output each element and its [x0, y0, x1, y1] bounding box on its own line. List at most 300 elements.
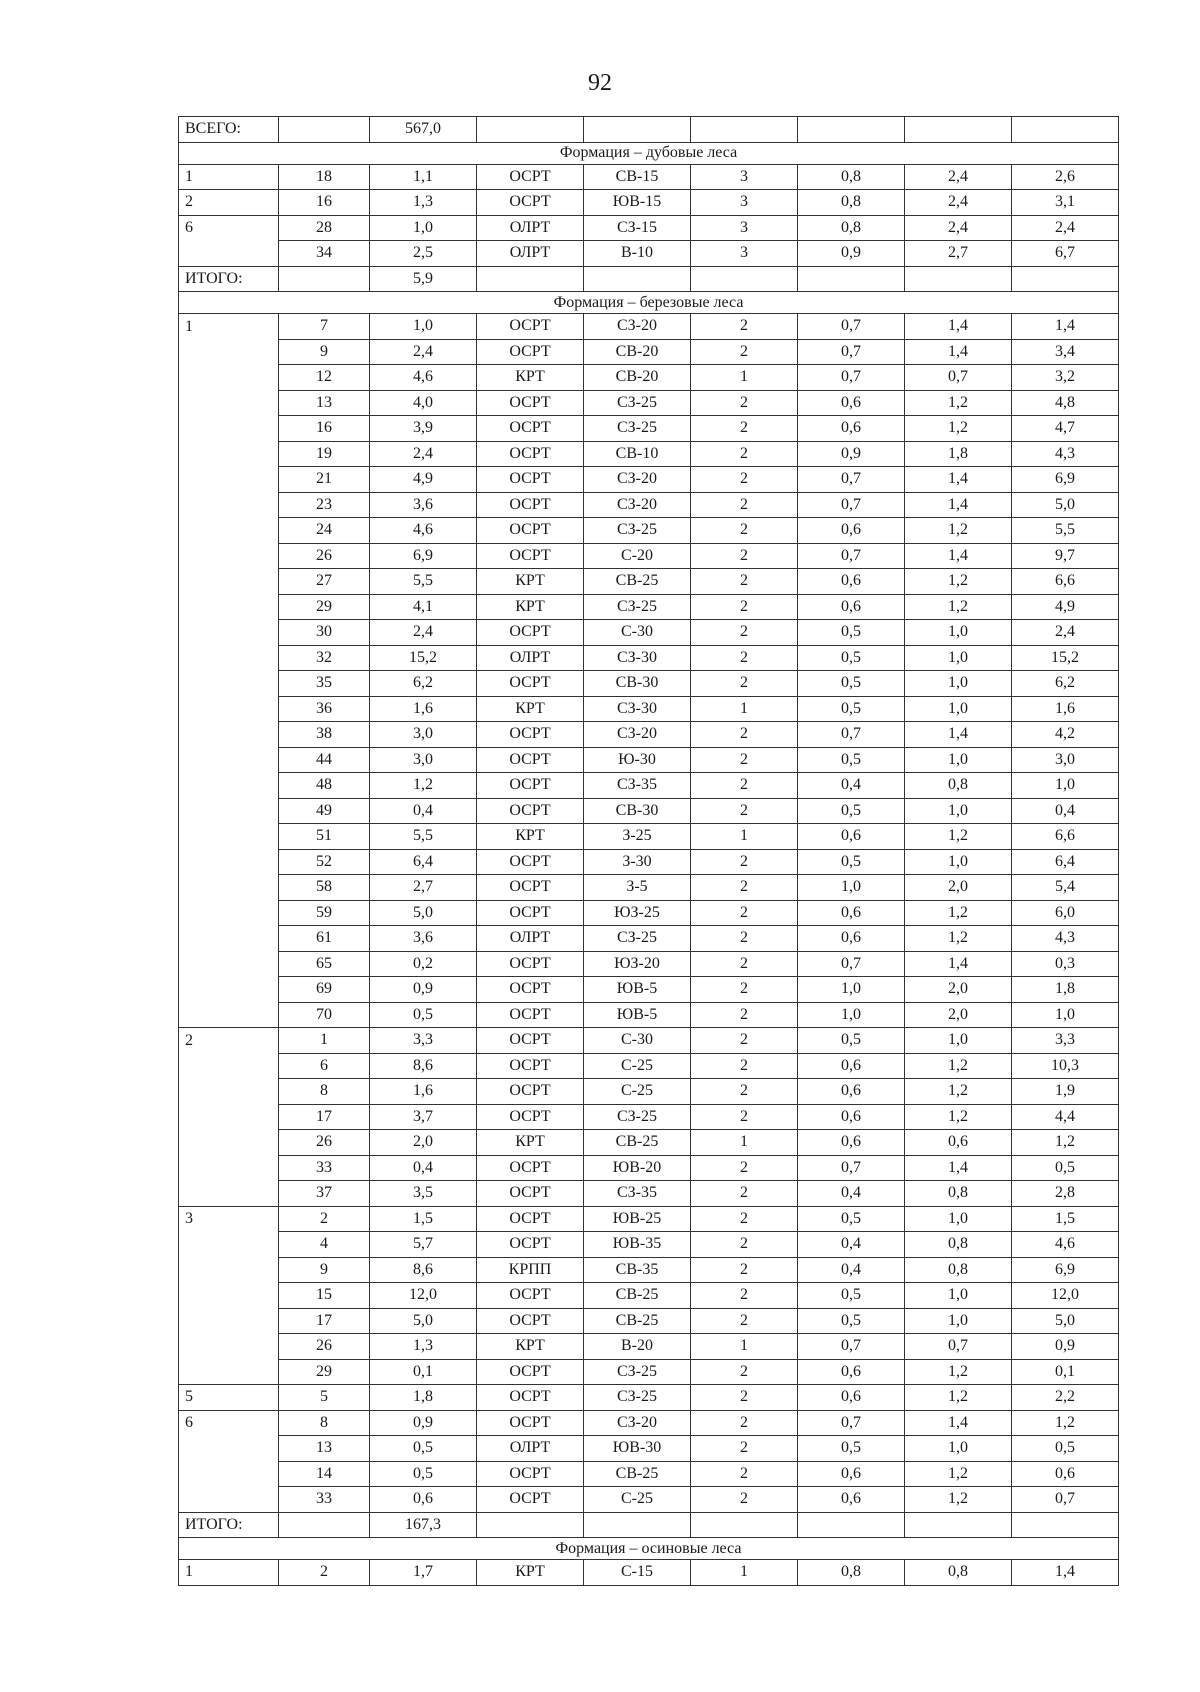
table-cell: 3,3 [370, 1028, 477, 1054]
table-cell: 0,1 [1012, 1359, 1119, 1385]
empty-cell [584, 266, 691, 292]
table-cell: СЗ-15 [584, 215, 691, 241]
table-cell: 33 [279, 1155, 370, 1181]
table-cell: ОСРТ [477, 1487, 584, 1513]
quarter-cell [179, 824, 279, 850]
table-row [179, 798, 1119, 824]
table-cell: 0,5 [798, 1028, 905, 1054]
table-cell: 3,2 [1012, 365, 1119, 391]
table-cell: 2 [691, 798, 798, 824]
table-cell: 1,7 [370, 1560, 477, 1586]
table-row [179, 1436, 1119, 1462]
table-cell: 2 [691, 645, 798, 671]
table-cell: 34 [279, 241, 370, 267]
table-cell: ЮЗ-20 [584, 951, 691, 977]
table-cell: 61 [279, 926, 370, 952]
table-cell: ОСРТ [477, 951, 584, 977]
table-cell: 4,7 [1012, 416, 1119, 442]
table-cell: В-10 [584, 241, 691, 267]
table-cell: ОСРТ [477, 798, 584, 824]
table-cell: КРПП [477, 1257, 584, 1283]
table-row [179, 951, 1119, 977]
table-cell: 3 [691, 164, 798, 190]
table-cell: 27 [279, 569, 370, 595]
table-cell: 1,6 [370, 1079, 477, 1105]
table-cell: 0,5 [798, 747, 905, 773]
table-cell: СЗ-25 [584, 926, 691, 952]
table-cell: 33 [279, 1487, 370, 1513]
table-cell: ОСРТ [477, 543, 584, 569]
table-cell: 1,2 [905, 1053, 1012, 1079]
table-cell: 0,7 [905, 1334, 1012, 1360]
table-cell: ОЛРТ [477, 645, 584, 671]
table-cell: 0,8 [905, 1181, 1012, 1207]
empty-cell [798, 266, 905, 292]
quarter-cell [179, 594, 279, 620]
table-cell: КРТ [477, 1334, 584, 1360]
quarter-cell: 5 [179, 1385, 279, 1411]
table-cell: 2,4 [1012, 620, 1119, 646]
total-label: ИТОГО: [179, 266, 279, 292]
table-cell: 1,4 [905, 314, 1012, 340]
table-cell: 0,1 [370, 1359, 477, 1385]
table-cell: 12,0 [370, 1283, 477, 1309]
table-cell: ОСРТ [477, 1206, 584, 1232]
table-cell: СЗ-20 [584, 492, 691, 518]
empty-cell [905, 1512, 1012, 1538]
table-cell: С-25 [584, 1487, 691, 1513]
table-cell: 0,7 [798, 467, 905, 493]
quarter-cell [179, 467, 279, 493]
table-cell: ЮВ-20 [584, 1155, 691, 1181]
empty-cell [691, 266, 798, 292]
table-cell: 2 [691, 467, 798, 493]
table-cell: СЗ-25 [584, 1385, 691, 1411]
table-cell: СЗ-35 [584, 773, 691, 799]
table-cell: 3 [691, 215, 798, 241]
table-cell: 3,0 [370, 722, 477, 748]
table-cell: 9 [279, 339, 370, 365]
table-cell: С-25 [584, 1053, 691, 1079]
table-cell: 2,8 [1012, 1181, 1119, 1207]
table-cell: 2 [691, 1002, 798, 1028]
table-cell: 2 [691, 1155, 798, 1181]
table-cell: 0,5 [798, 1283, 905, 1309]
table-cell: 9 [279, 1257, 370, 1283]
table-row [179, 365, 1119, 391]
table-cell: 1 [691, 365, 798, 391]
quarter-cell [179, 900, 279, 926]
quarter-cell [179, 671, 279, 697]
table-row [179, 900, 1119, 926]
table-cell: 1,4 [1012, 1560, 1119, 1586]
table-cell: СЗ-20 [584, 722, 691, 748]
table-cell: СВ-20 [584, 365, 691, 391]
table-cell: ЮВ-15 [584, 190, 691, 216]
table-cell: 2 [691, 1461, 798, 1487]
quarter-cell: 1 [179, 1560, 279, 1586]
table-cell: 1,2 [905, 1385, 1012, 1411]
table-cell: 0,3 [1012, 951, 1119, 977]
empty-cell [691, 117, 798, 143]
table-cell: 5,0 [370, 900, 477, 926]
table-cell: 1,0 [905, 1206, 1012, 1232]
table-cell: 15 [279, 1283, 370, 1309]
table-row [179, 1053, 1119, 1079]
table-cell: ОСРТ [477, 492, 584, 518]
table-cell: 2 [691, 671, 798, 697]
empty-cell [905, 266, 1012, 292]
table-cell: 3,1 [1012, 190, 1119, 216]
table-cell: 5,5 [1012, 518, 1119, 544]
table-cell: 8 [279, 1079, 370, 1105]
table-cell: СВ-25 [584, 1308, 691, 1334]
table-row [179, 1487, 1119, 1513]
table-row [179, 1410, 1119, 1436]
table-cell: 0,5 [798, 696, 905, 722]
table-cell: СЗ-25 [584, 1359, 691, 1385]
table-cell: 0,7 [798, 543, 905, 569]
formation-header-row [179, 1538, 1119, 1560]
table-cell: 0,5 [370, 1002, 477, 1028]
section-total-row [179, 1512, 1119, 1538]
table-cell: ЮЗ-25 [584, 900, 691, 926]
table-cell: 0,7 [798, 314, 905, 340]
quarter-cell [179, 722, 279, 748]
table-cell: 3,6 [370, 492, 477, 518]
table-cell: 1,4 [905, 1155, 1012, 1181]
table-cell: 0,5 [798, 671, 905, 697]
table-cell: 2,4 [370, 441, 477, 467]
table-cell: 1,0 [905, 620, 1012, 646]
table-cell: 0,7 [905, 365, 1012, 391]
table-cell: СЗ-25 [584, 1104, 691, 1130]
empty-cell [584, 117, 691, 143]
formation-header-row [179, 292, 1119, 314]
table-row [179, 215, 1119, 241]
table-cell: 2,4 [370, 339, 477, 365]
empty-cell [1012, 1512, 1119, 1538]
table-cell: 2 [691, 1028, 798, 1054]
quarter-cell: 2 [179, 1028, 279, 1054]
table-cell: 14 [279, 1461, 370, 1487]
table-cell: 26 [279, 1334, 370, 1360]
table-cell: 1,1 [370, 164, 477, 190]
quarter-cell [179, 1053, 279, 1079]
table-cell: ОСРТ [477, 1385, 584, 1411]
table-row [179, 1283, 1119, 1309]
table-cell: 5,5 [370, 824, 477, 850]
table-cell: 5,0 [370, 1308, 477, 1334]
quarter-cell [179, 1257, 279, 1283]
table-cell: Ю-30 [584, 747, 691, 773]
table-cell: 51 [279, 824, 370, 850]
table-cell: 1,2 [905, 1487, 1012, 1513]
table-cell: 16 [279, 416, 370, 442]
table-cell: 1,0 [905, 671, 1012, 697]
table-cell: СЗ-20 [584, 467, 691, 493]
table-cell: ЮВ-35 [584, 1232, 691, 1258]
table-cell: СВ-25 [584, 1130, 691, 1156]
table-cell: КРТ [477, 1560, 584, 1586]
table-cell: 4,9 [1012, 594, 1119, 620]
table-row [179, 977, 1119, 1003]
table-cell: ОСРТ [477, 1104, 584, 1130]
table-cell: ОСРТ [477, 467, 584, 493]
table-cell: 2 [691, 441, 798, 467]
table-cell: ЮВ-30 [584, 1436, 691, 1462]
quarter-cell [179, 747, 279, 773]
table-cell: 6,7 [1012, 241, 1119, 267]
table-cell: ОСРТ [477, 1028, 584, 1054]
table-cell: 6 [279, 1053, 370, 1079]
table-cell: 2 [279, 1206, 370, 1232]
table-cell: 5,4 [1012, 875, 1119, 901]
table-cell: 2 [691, 1308, 798, 1334]
table-cell: 2 [691, 594, 798, 620]
table-cell: 1,0 [798, 977, 905, 1003]
quarter-cell: 6 [179, 1410, 279, 1436]
table-cell: 58 [279, 875, 370, 901]
table-row [179, 1130, 1119, 1156]
table-cell: 1,0 [905, 696, 1012, 722]
table-cell: 2 [691, 1232, 798, 1258]
quarter-cell [179, 951, 279, 977]
table-cell: 9,7 [1012, 543, 1119, 569]
table-cell: 3,3 [1012, 1028, 1119, 1054]
quarter-cell [179, 1155, 279, 1181]
table-cell: 2 [691, 569, 798, 595]
quarter-cell [179, 696, 279, 722]
table-cell: 3,5 [370, 1181, 477, 1207]
quarter-cell [179, 1232, 279, 1258]
table-cell: 65 [279, 951, 370, 977]
table-row [179, 1560, 1119, 1586]
table-row [179, 1028, 1119, 1054]
formation-title: Формация – дубовые леса [179, 142, 1119, 164]
table-cell: 2 [691, 977, 798, 1003]
table-cell: КРТ [477, 1130, 584, 1156]
table-cell: 4,0 [370, 390, 477, 416]
table-cell: 8,6 [370, 1257, 477, 1283]
table-cell: ОСРТ [477, 671, 584, 697]
table-cell: ОСРТ [477, 339, 584, 365]
quarter-cell [179, 416, 279, 442]
table-cell: 1,0 [370, 215, 477, 241]
table-cell: 2,4 [905, 190, 1012, 216]
table-cell: СЗ-25 [584, 518, 691, 544]
table-cell: 2 [691, 1181, 798, 1207]
table-cell: 38 [279, 722, 370, 748]
table-cell: 16 [279, 190, 370, 216]
table-cell: 3,0 [1012, 747, 1119, 773]
table-row [179, 492, 1119, 518]
table-cell: 5,5 [370, 569, 477, 595]
table-row [179, 1385, 1119, 1411]
table-cell: 2,0 [905, 977, 1012, 1003]
table-cell: 0,6 [798, 1461, 905, 1487]
table-cell: 10,3 [1012, 1053, 1119, 1079]
table-cell: ОСРТ [477, 722, 584, 748]
table-cell: 2 [691, 900, 798, 926]
table-cell: 0,8 [905, 1232, 1012, 1258]
table-cell: 1,2 [905, 569, 1012, 595]
table-cell: 0,6 [798, 569, 905, 595]
table-cell: 12 [279, 365, 370, 391]
table-cell: 3 [691, 241, 798, 267]
table-cell: 0,5 [798, 1206, 905, 1232]
table-cell: 2 [691, 1206, 798, 1232]
table-cell: 17 [279, 1308, 370, 1334]
table-cell: СЗ-25 [584, 594, 691, 620]
table-row [179, 594, 1119, 620]
table-cell: 1,2 [905, 518, 1012, 544]
table-cell: 6,6 [1012, 824, 1119, 850]
table-cell: 1 [691, 1334, 798, 1360]
table-cell: 2 [691, 518, 798, 544]
table-cell: 2,2 [1012, 1385, 1119, 1411]
empty-cell [584, 1512, 691, 1538]
table-cell: 1,0 [905, 1436, 1012, 1462]
table-cell: ОСРТ [477, 518, 584, 544]
table-cell: 1,2 [905, 1079, 1012, 1105]
total-value: 5,9 [370, 266, 477, 292]
table-cell: 2 [691, 1436, 798, 1462]
table-cell: ОСРТ [477, 977, 584, 1003]
table-cell: 13 [279, 1436, 370, 1462]
table-cell: СВ-30 [584, 671, 691, 697]
table-cell: 0,7 [798, 951, 905, 977]
table-cell: С-30 [584, 620, 691, 646]
quarter-cell [179, 798, 279, 824]
quarter-cell [179, 441, 279, 467]
table-cell: 1,5 [370, 1206, 477, 1232]
table-cell: 0,6 [798, 594, 905, 620]
table-cell: 0,5 [798, 1436, 905, 1462]
table-cell: 5,0 [1012, 1308, 1119, 1334]
table-cell: СЗ-35 [584, 1181, 691, 1207]
table-row [179, 518, 1119, 544]
table-cell: 0,9 [1012, 1334, 1119, 1360]
quarter-cell [179, 1181, 279, 1207]
table-cell: СЗ-25 [584, 416, 691, 442]
quarter-cell [179, 1461, 279, 1487]
table-row [179, 314, 1119, 340]
table-cell: 69 [279, 977, 370, 1003]
table-cell: 2,4 [1012, 215, 1119, 241]
table-cell: 0,4 [370, 1155, 477, 1181]
table-cell: 1,8 [905, 441, 1012, 467]
table-cell: ОСРТ [477, 390, 584, 416]
table-row [179, 1232, 1119, 1258]
table-row [179, 849, 1119, 875]
table-cell: 6,9 [1012, 467, 1119, 493]
table-cell: 5,0 [1012, 492, 1119, 518]
table-cell: 1,2 [905, 824, 1012, 850]
table-cell: 1,2 [905, 416, 1012, 442]
table-cell: СВ-10 [584, 441, 691, 467]
table-cell: 0,6 [798, 900, 905, 926]
table-cell: 2,0 [905, 1002, 1012, 1028]
table-cell: 0,4 [798, 773, 905, 799]
table-cell: С-25 [584, 1079, 691, 1105]
table-cell: СВ-35 [584, 1257, 691, 1283]
table-cell: 52 [279, 849, 370, 875]
table-cell: 3,0 [370, 747, 477, 773]
table-cell: ОСРТ [477, 1002, 584, 1028]
table-cell: 0,7 [798, 1334, 905, 1360]
formation-title: Формация – березовые леса [179, 292, 1119, 314]
table-cell: 2 [691, 1487, 798, 1513]
table-cell: ОЛРТ [477, 1436, 584, 1462]
quarter-cell [179, 518, 279, 544]
table-cell: 24 [279, 518, 370, 544]
table-cell: 4,6 [370, 365, 477, 391]
table-cell: 2 [691, 722, 798, 748]
table-cell: 30 [279, 620, 370, 646]
table-cell: КРТ [477, 594, 584, 620]
table-cell: 1,0 [905, 1308, 1012, 1334]
table-cell: 1,0 [905, 645, 1012, 671]
table-cell: С-30 [584, 1028, 691, 1054]
quarter-cell [179, 875, 279, 901]
table-cell: 6,9 [1012, 1257, 1119, 1283]
table-cell: 3,9 [370, 416, 477, 442]
table-cell: 37 [279, 1181, 370, 1207]
table-cell: 0,6 [798, 1130, 905, 1156]
table-cell: 0,7 [798, 1410, 905, 1436]
table-cell: 1,2 [905, 594, 1012, 620]
table-cell: 21 [279, 467, 370, 493]
table-cell: 2 [691, 390, 798, 416]
quarter-cell: 6 [179, 215, 279, 241]
empty-cell [905, 117, 1012, 143]
table-cell: 0,8 [905, 773, 1012, 799]
table-row [179, 241, 1119, 267]
quarter-cell: 3 [179, 1206, 279, 1232]
table-cell: 1,4 [1012, 314, 1119, 340]
table-cell: 1,6 [370, 696, 477, 722]
table-cell: 6,0 [1012, 900, 1119, 926]
table-cell: 0,5 [798, 1308, 905, 1334]
table-cell: 0,8 [798, 190, 905, 216]
table-cell: 35 [279, 671, 370, 697]
table-row [179, 164, 1119, 190]
table-row [179, 1257, 1119, 1283]
table-cell: 2 [691, 1410, 798, 1436]
table-cell: 1,4 [905, 722, 1012, 748]
table-cell: 2 [691, 1053, 798, 1079]
table-cell: 2 [691, 747, 798, 773]
table-cell: 0,5 [798, 620, 905, 646]
table-cell: 4,2 [1012, 722, 1119, 748]
table-cell: ОСРТ [477, 1181, 584, 1207]
table-row [179, 696, 1119, 722]
table-cell: 1,2 [905, 390, 1012, 416]
table-cell: СЗ-20 [584, 314, 691, 340]
table-cell: ОСРТ [477, 1308, 584, 1334]
table-cell: 0,6 [905, 1130, 1012, 1156]
table-cell: ОСРТ [477, 441, 584, 467]
table-cell: 1 [691, 1560, 798, 1586]
table-cell: 48 [279, 773, 370, 799]
table-cell: 1,4 [905, 951, 1012, 977]
table-cell: 4,6 [1012, 1232, 1119, 1258]
table-cell: 0,8 [905, 1560, 1012, 1586]
table-cell: 2,7 [370, 875, 477, 901]
table-cell: 0,6 [798, 824, 905, 850]
quarter-cell [179, 773, 279, 799]
